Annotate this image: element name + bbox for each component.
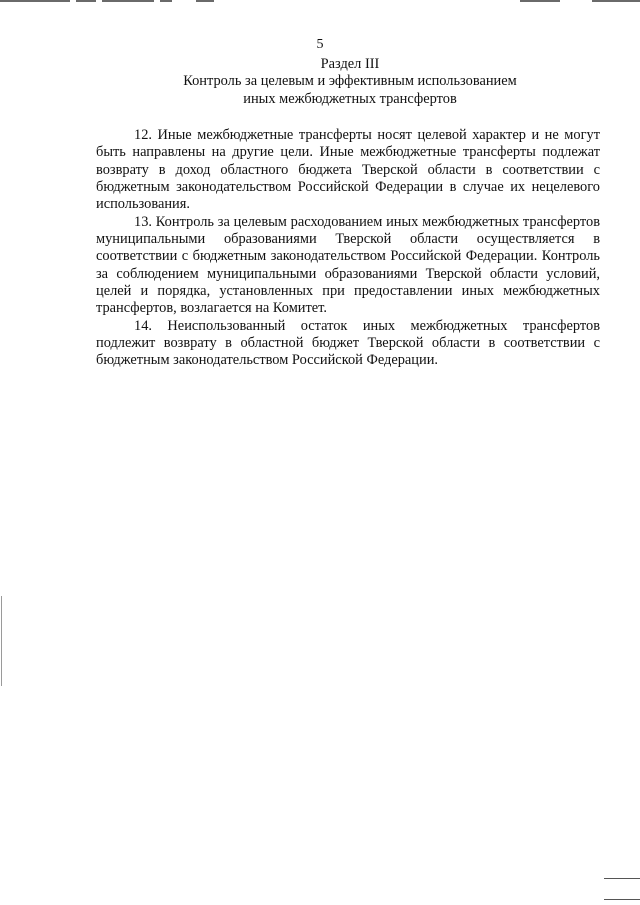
document-body: [96, 127, 600, 370]
paragraph-12: 12. Иные межбюджетные трансферты носят целевой характер и не могут быть направлены на другие цели. Иные межбюджетные трансферты подлежат возврату в доход областного бюджета Тверской области в соответствии с бюджетным законодательством Российской Федерации в случае их нецелевого использования.: [96, 127, 600, 213]
scan-edge-top: [0, 0, 640, 2]
paragraph-13: 13. Контроль за целевым расходованием иных межбюджетных трансфертов муниципальными образованиями Тверской области осуществляется в соответствии с бюджетным законодательством Российской Федерации. Контроль за соблюдением муниципальными образованиями Тверской области условий, целей и порядка, установленных при предоставлении иных межбюджетных трансфертов, возлагается на Комитет.: [96, 213, 600, 317]
scan-edge-bottom-right-2: [604, 899, 640, 900]
section-title-line-1: Контроль за целевым и эффективным использованием: [183, 73, 517, 90]
page-number: 5: [316, 37, 324, 52]
paragraph-14: 14. Неиспользованный остаток иных межбюджетных трансфертов подлежит возврату в областной бюджет Тверской области в соответствии с бюджетным законодательством Российской Федерации.: [96, 317, 600, 369]
scan-edge-bottom-right: [604, 878, 640, 879]
section-label: Раздел III: [320, 56, 380, 72]
scan-edge-left: [1, 596, 2, 686]
section-title-line-2: иных межбюджетных трансфертов: [243, 90, 457, 107]
section-heading: [60, 56, 640, 108]
